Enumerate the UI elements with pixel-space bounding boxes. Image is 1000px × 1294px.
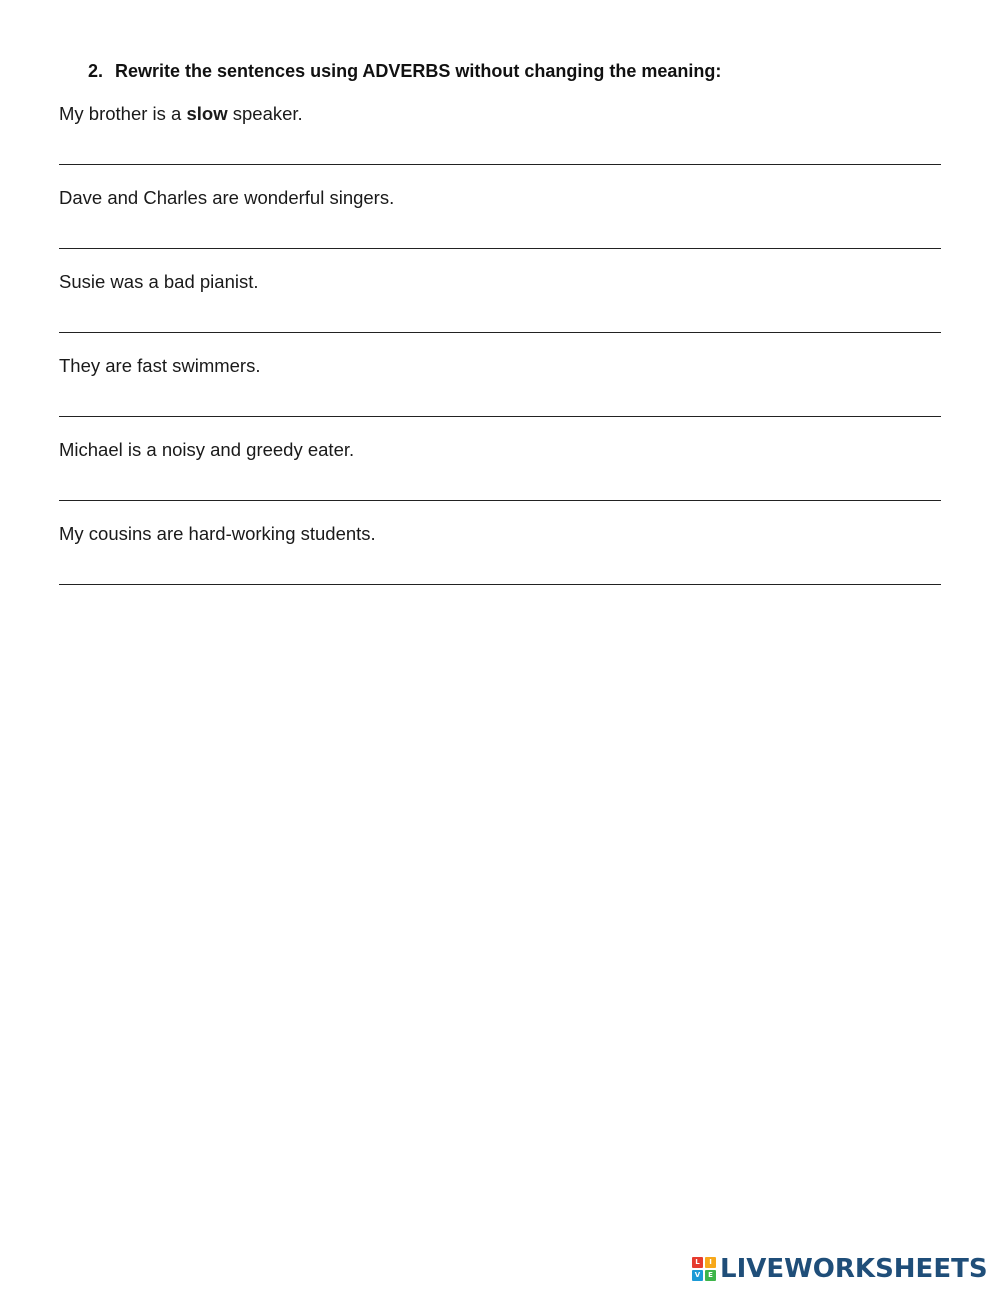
sentence-1 xyxy=(59,103,941,125)
instruction-text: Rewrite the sentences using ADVERBS without changing the meaning: xyxy=(115,61,722,81)
exercise-instruction xyxy=(88,61,721,82)
logo-mark-letter: I xyxy=(705,1257,716,1268)
exercise-item-3 xyxy=(59,271,941,333)
sentence-1-bold-word: slow xyxy=(186,103,228,124)
exercise-item-5 xyxy=(59,439,941,501)
answer-line-2[interactable] xyxy=(59,248,941,249)
logo-mark-letter: E xyxy=(705,1270,716,1281)
answer-line-3[interactable] xyxy=(59,332,941,333)
sentence-1-end: speaker. xyxy=(227,103,303,124)
logo-text: LIVEWORKSHEETS xyxy=(720,1254,988,1284)
logo-mark-letter: V xyxy=(692,1270,703,1281)
exercise-item-4 xyxy=(59,355,941,417)
answer-line-1[interactable] xyxy=(59,164,941,165)
exercise-item-2 xyxy=(59,187,941,249)
sentence-1-start: My brother is a xyxy=(59,103,187,124)
liveworksheets-logo xyxy=(692,1254,988,1284)
exercise-item-1 xyxy=(59,103,941,165)
answer-line-4[interactable] xyxy=(59,416,941,417)
sentence-6: My cousins are hard-working students. xyxy=(59,523,376,544)
answer-line-6[interactable] xyxy=(59,584,941,585)
sentence-4: They are fast swimmers. xyxy=(59,355,261,376)
answer-line-5[interactable] xyxy=(59,500,941,501)
sentence-5: Michael is a noisy and greedy eater. xyxy=(59,439,355,460)
logo-mark-icon xyxy=(692,1257,716,1281)
exercise-number: 2. xyxy=(88,61,104,81)
logo-mark-letter: L xyxy=(692,1257,703,1268)
exercise-item-6 xyxy=(59,523,941,585)
sentence-2: Dave and Charles are wonderful singers. xyxy=(59,187,395,208)
sentence-3: Susie was a bad pianist. xyxy=(59,271,259,292)
